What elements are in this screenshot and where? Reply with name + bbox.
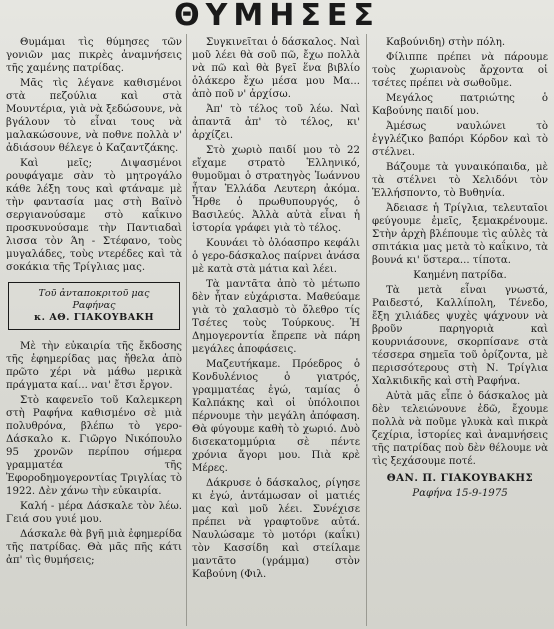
paragraph: Αὐτὰ μᾶς εἶπε ὁ δάσκαλος μὰ δὲν τελειώνουνε ἐδῶ, ἔχουμε πολλὰ νὰ ποῦμε γλυκὰ καὶ πικρὰ ζεχίρια, ἱστορίες καὶ ἀναμνήσεις τῆς πατρίδας ποὺ δὲν θέλουμε νὰ τὶς ξεχάσουμε ποτέ.	[372, 391, 548, 467]
paragraph: Καλή - μέρα Δάσκαλε τὸν λέω. Γειά σου γυιέ μου.	[6, 501, 182, 525]
paragraph: Ἀδειασε ἡ Τρίγλια, τελευταῖοι φεύγουμε ἐμεῖς, ξεμακρένουμε. Στὴν ἀρχὴ βλέπουμε τὶς αὐλὲς τὰ σπιτάκια μας μετὰ τὸ καΐκινο, τὰ βουνά κι' ὕστερα... τίποτα.	[372, 203, 548, 266]
paragraph: Καὶ μεῖς; Διψασμένοι ρουφάγαμε σὰν τὸ μητρογάλο κάθε λέξη τους καὶ φτάναμε μὲ τὴν φαντασία μας στὴ Βαϊνὸ σεργιανούσαμε στὸ καΐκινο προσκυνούσαμε τὴν Παντιαδαὶ λισσα τὸν Άη - Στέφανο, τοὺς μυγαλάδες, τοὺς ντερέδες καὶ τὰ σοκάκια τῆς Τρίγλιας μας.	[6, 158, 182, 273]
byline-line: Ραφήνας	[72, 300, 116, 311]
paragraph: Βάζουμε τὰ γυναικόπαιδα, μὲ τὰ στέλνει τὸ Χελιδόνι τὸν Ἑλλήσποντο, τὸ Βυθηνία.	[372, 162, 548, 199]
paragraph: Κουνάει τὸ ὀλόασπρο κεφάλι ὁ γερο-δάσκαλος παίρνει ἀνάσα μὲ κατὰ στὰ μάτια καὶ λέει.	[192, 238, 360, 275]
article-title: ΘΥΜΗΣΕΣ	[174, 0, 380, 33]
text-column-2	[192, 36, 360, 583]
paragraph: Καβούνιδη) στὴν πόλη.	[386, 37, 506, 48]
text-column-1	[6, 36, 182, 569]
paragraph: Συγκινεῖται ὁ δάσκαλος. Ναὶ μοῦ λέει θὰ σοῦ πῶ, ἔχω πολλὰ νὰ πῶ καὶ θὰ βγεῖ ἕνα βιβλίο ὁλάκερο ἔχω μέσα μου Μα... ἀπὸ ποῦ ν' ἀρχίσω.	[192, 37, 360, 100]
paragraph: Καημένη πατρίδα.	[413, 270, 507, 281]
text-column-3	[372, 36, 548, 502]
paragraph: Μᾶς τὶς λέγανε καθισμένοι στὰ πεζούλια καὶ στὰ Μουντέρια, γιὰ νὰ ξεδώσουνε, νὰ βγάλουν τὸ εἶναι τους νὰ μαλακώσουνε, νὰ ποθνε πολλὰ ν' ἀδιάσουν θέλεγε ὁ Καζαντζάκης.	[6, 78, 182, 154]
byline-line: Τοῦ ἀνταποκριτοῦ μας	[38, 288, 150, 299]
byline-box	[8, 282, 180, 330]
column-divider	[366, 34, 367, 626]
byline-author: κ. ΑΘ. ΓΙΑΚΟΥΒΑΚΗ	[33, 312, 155, 323]
paragraph: Μεγάλος πατριώτης ὁ Καβούνης παιδί μου.	[372, 93, 548, 117]
paragraph: Στὸ χωριὸ παιδί μου τὸ 22 εἴχαμε στρατὸ Ἑλληνικό, θυμοῦμαι ὁ στρατηγὸς Ἰωάννου ἦταν Ἑλλάδα Λευτερη ἀκόμα. Ἦρθε ὁ πρωθυπουργός, ὁ Βασιλεύς. Ἀλλὰ αὐτὰ εἶναι ἡ ἱστορία γράφει γιὰ τὸ τέλος.	[192, 145, 360, 234]
paragraph: Μὲ τὴν εὐκαιρία τῆς ἔκδοσης τῆς ἐφημερίδας μας ἤθελα ἀπὸ πρῶτο χέρι νὰ μάθω μερικὰ πράγματα καί... ναι' ἔτσι ἔργον.	[6, 341, 182, 391]
paragraph: Δάσκαλε θὰ βγῆ μιὰ ἐφημερίδα τῆς πατρίδας. Θὰ μᾶς πῆς κάτι ἀπ' τὶς θυμήσεις;	[6, 529, 182, 566]
paragraph: Θυμάμαι τὶς θύμησες τῶν γονιῶν μας πικρὲς ἀναμνήσεις τῆς χαμένης πατρίδας.	[6, 37, 182, 74]
paragraph: Δάκρυσε ὁ δάσκαλος, ρίγησε κι ἐγώ, ἀντάμωσαν οἱ ματιές μας καὶ μοῦ λέει. Συνέχισε πρέπει νὰ γραφτοῦνε αὐτά. Ναυλώσαμε τὸ μοτόρι (καΐκι) τὸν Κασσίδη καὶ στείλαμε μαντᾶτο (γράμμα) στὸν Καβούνη (Φιλ.	[192, 478, 360, 580]
paragraph: Τὰ μετὰ εἶναι γνωστά, Ραιδεστό, Καλλίπολη, Τένεδο, ἔξη χιλιάδες ψυχὲς ψάχνουν νὰ βροῦν παρηγοριὰ καὶ κουρνιάσουνε, σκορπίσανε στὰ τέσσερα σημεῖα τοῦ ὁρίζοντα, μὲ περισσότερους στὴ Ν. Τρίγλια Χαλκιδικῆς καὶ στὴ Ραφήνα.	[372, 285, 548, 387]
paragraph: Ἀπ' τὸ τέλος τοῦ λέω. Ναὶ ἀπαντᾶ ἀπ' τὸ τέλος, κι' ἀρχίζει.	[192, 104, 360, 141]
paragraph: Τὰ μαντᾶτα ἀπὸ τὸ μέτωπο δὲν ἦταν εὐχάριστα. Μαθεύαμε γιὰ τὸ χαλασμὸ τὸ ὄλεθρο τίς Τσέτες τοὺς Τούρκους. Ἡ Δημογεροντία ἔπρεπε νὰ πάρη μεγάλες ἀποφάσεις.	[192, 279, 360, 355]
paragraph: Μαζευτήκαμε. Πρόεδρος ὁ Κονδυλένιος ὁ γιατρός, γραμματέας ἐγώ, ταμίας ὁ Καλπάκης καὶ οἱ ὑπόλοιποι πέρνουμε τὴν μεγάλη ἀπόφαση. Θὰ φύγουμε καθὴ τὸ χωριό. Δυὸ δισεκατομμύρια σὲ πέντε χρόνια ἄγορι μου. Πιὰ κρὲ Μέρες.	[192, 359, 360, 474]
author-signature: ΘΑΝ. Π. ΓΙΑΚΟΥΒΑΚΗΣ	[386, 472, 534, 484]
paragraph: Στὸ καφενεῖο τοῦ Καλεμκερη στὴ Ραφήνα καθισμένο σὲ μιὰ πολυθρόνα, βλέπω τὸ γερο-Δάσκαλο κ. Γιῶργο Νικόπουλο 95 χρονῶν περίπου σήμερα γραμματέα τῆς Ἐφοροδημογεροντίας Τριγλίας τὸ 1922. Δὲν χάνω τὴν εὐκαιρία.	[6, 395, 182, 497]
column-divider	[186, 34, 187, 626]
paragraph: Φίλιππε πρέπει νὰ πάρουμε τοὺς χωριανοὺς ἄρχοντα οἱ τσέτες πρέπει νὰ σωθοῦμε.	[372, 52, 548, 89]
paragraph: Ἀμέσως ναυλώνει τὸ ἐγγλέζικο βαπόρι Κόρδον καὶ τὸ στέλνει.	[372, 121, 548, 158]
signature-date: Ραφήνα 15-9-1975	[412, 488, 508, 499]
